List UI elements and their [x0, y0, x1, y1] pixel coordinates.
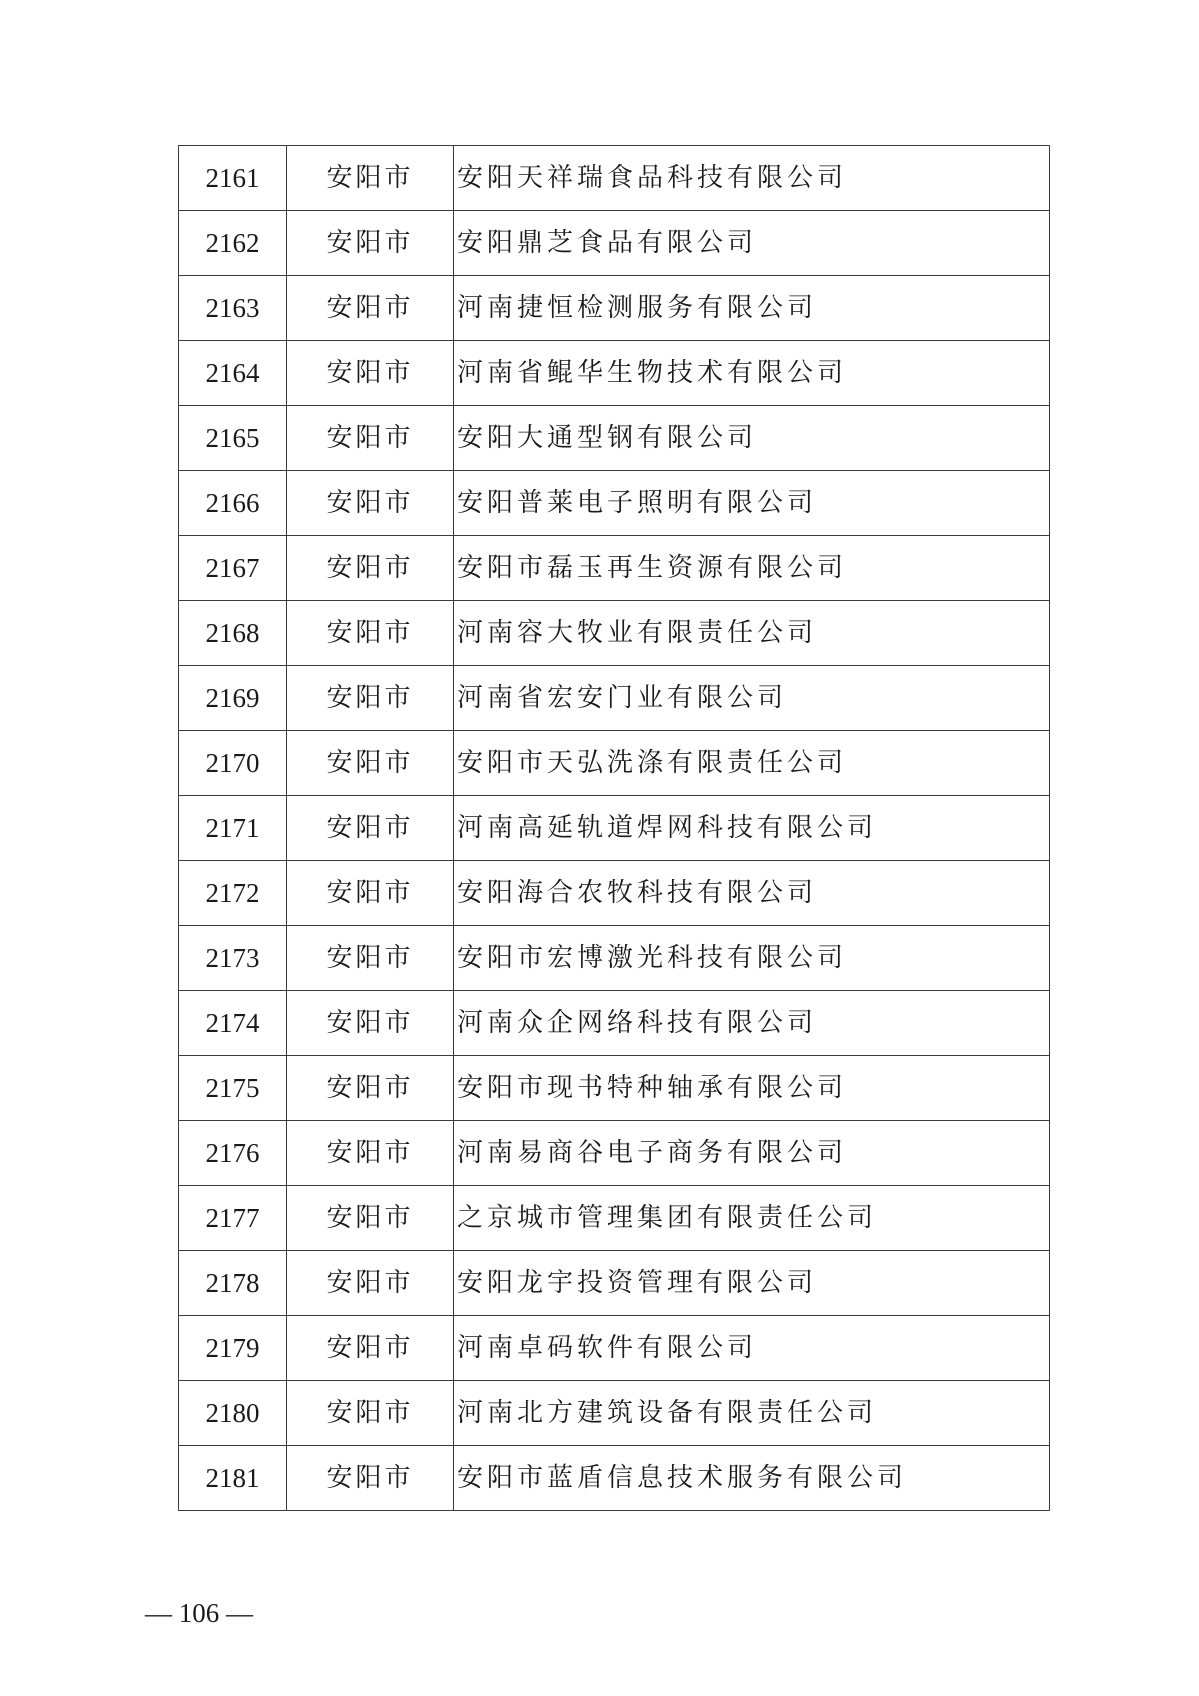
row-number: 2170 — [179, 731, 287, 796]
row-city: 安阳市 — [287, 731, 454, 796]
row-number: 2171 — [179, 796, 287, 861]
table-row — [179, 666, 1050, 731]
row-number: 2181 — [179, 1446, 287, 1511]
table-row — [179, 1446, 1050, 1511]
row-company-name: 河南容大牧业有限责任公司 — [454, 601, 1050, 666]
row-number: 2180 — [179, 1381, 287, 1446]
row-city: 安阳市 — [287, 211, 454, 276]
table-row — [179, 796, 1050, 861]
table-row — [179, 406, 1050, 471]
row-number: 2174 — [179, 991, 287, 1056]
row-company-name: 之京城市管理集团有限责任公司 — [454, 1186, 1050, 1251]
table-row — [179, 276, 1050, 341]
table-row — [179, 1381, 1050, 1446]
row-number: 2179 — [179, 1316, 287, 1381]
table-row — [179, 926, 1050, 991]
row-company-name: 安阳大通型钢有限公司 — [454, 406, 1050, 471]
row-number: 2175 — [179, 1056, 287, 1121]
row-company-name: 河南捷恒检测服务有限公司 — [454, 276, 1050, 341]
table-row — [179, 1251, 1050, 1316]
row-company-name: 河南卓码软件有限公司 — [454, 1316, 1050, 1381]
row-number: 2168 — [179, 601, 287, 666]
row-number: 2166 — [179, 471, 287, 536]
row-city: 安阳市 — [287, 471, 454, 536]
row-city: 安阳市 — [287, 861, 454, 926]
row-city: 安阳市 — [287, 146, 454, 211]
row-city: 安阳市 — [287, 1381, 454, 1446]
row-number: 2177 — [179, 1186, 287, 1251]
row-company-name: 安阳龙宇投资管理有限公司 — [454, 1251, 1050, 1316]
company-list-table — [178, 145, 1050, 1511]
row-company-name: 安阳市天弘洗涤有限责任公司 — [454, 731, 1050, 796]
row-city: 安阳市 — [287, 536, 454, 601]
row-city: 安阳市 — [287, 1251, 454, 1316]
table-row — [179, 211, 1050, 276]
table-row — [179, 991, 1050, 1056]
table-body — [179, 146, 1050, 1511]
row-number: 2163 — [179, 276, 287, 341]
table-row — [179, 1056, 1050, 1121]
row-company-name: 河南省宏安门业有限公司 — [454, 666, 1050, 731]
row-company-name: 河南众企网络科技有限公司 — [454, 991, 1050, 1056]
row-number: 2173 — [179, 926, 287, 991]
row-city: 安阳市 — [287, 341, 454, 406]
row-number: 2176 — [179, 1121, 287, 1186]
row-company-name: 河南省鲲华生物技术有限公司 — [454, 341, 1050, 406]
table-row — [179, 471, 1050, 536]
row-number: 2169 — [179, 666, 287, 731]
table-row — [179, 146, 1050, 211]
row-company-name: 安阳普莱电子照明有限公司 — [454, 471, 1050, 536]
row-city: 安阳市 — [287, 601, 454, 666]
page-number: — 106 — — [145, 1598, 253, 1628]
row-number: 2165 — [179, 406, 287, 471]
row-number: 2162 — [179, 211, 287, 276]
table-row — [179, 536, 1050, 601]
row-company-name: 安阳市现书特种轴承有限公司 — [454, 1056, 1050, 1121]
row-number: 2161 — [179, 146, 287, 211]
table-row — [179, 341, 1050, 406]
row-city: 安阳市 — [287, 991, 454, 1056]
table-row — [179, 1121, 1050, 1186]
row-company-name: 安阳市蓝盾信息技术服务有限公司 — [454, 1446, 1050, 1511]
row-number: 2172 — [179, 861, 287, 926]
row-company-name: 安阳市磊玉再生资源有限公司 — [454, 536, 1050, 601]
row-city: 安阳市 — [287, 1446, 454, 1511]
row-number: 2167 — [179, 536, 287, 601]
table-row — [179, 861, 1050, 926]
row-number: 2178 — [179, 1251, 287, 1316]
table-row — [179, 1316, 1050, 1381]
row-company-name: 河南易商谷电子商务有限公司 — [454, 1121, 1050, 1186]
row-number: 2164 — [179, 341, 287, 406]
row-city: 安阳市 — [287, 406, 454, 471]
row-company-name: 安阳天祥瑞食品科技有限公司 — [454, 146, 1050, 211]
row-city: 安阳市 — [287, 1121, 454, 1186]
table-row — [179, 731, 1050, 796]
row-city: 安阳市 — [287, 666, 454, 731]
row-company-name: 河南高延轨道焊网科技有限公司 — [454, 796, 1050, 861]
row-company-name: 安阳鼎芝食品有限公司 — [454, 211, 1050, 276]
table-row — [179, 601, 1050, 666]
row-city: 安阳市 — [287, 796, 454, 861]
row-city: 安阳市 — [287, 276, 454, 341]
row-city: 安阳市 — [287, 1316, 454, 1381]
row-city: 安阳市 — [287, 1186, 454, 1251]
table-row — [179, 1186, 1050, 1251]
row-company-name: 安阳海合农牧科技有限公司 — [454, 861, 1050, 926]
row-city: 安阳市 — [287, 926, 454, 991]
row-company-name: 河南北方建筑设备有限责任公司 — [454, 1381, 1050, 1446]
row-company-name: 安阳市宏博激光科技有限公司 — [454, 926, 1050, 991]
row-city: 安阳市 — [287, 1056, 454, 1121]
